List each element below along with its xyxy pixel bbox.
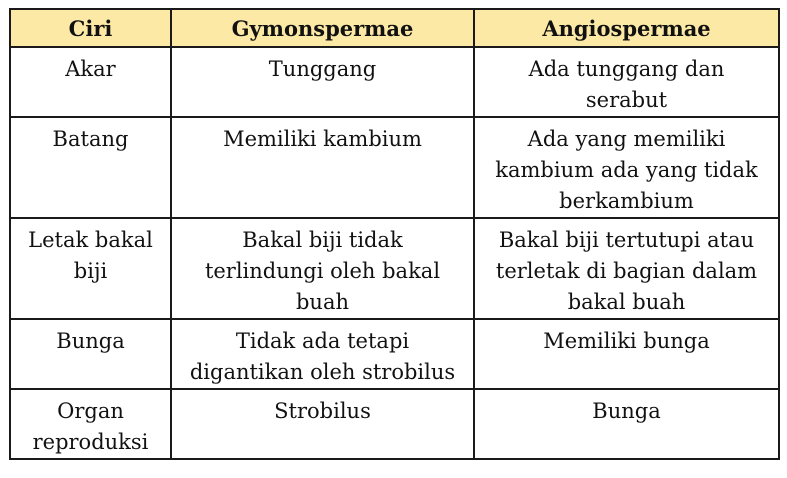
header-ciri: Ciri	[10, 9, 171, 47]
cell-text: Memiliki bunga	[543, 329, 710, 353]
table-row	[10, 319, 779, 389]
cell-text: Ada yang memiliki kambium ada yang tidak berkambium	[495, 127, 758, 213]
table-row	[10, 117, 779, 218]
cell-ciri	[10, 47, 171, 117]
cell-ciri	[10, 117, 171, 218]
cell-text: Bunga	[56, 329, 125, 353]
cell-gymnospermae	[171, 218, 474, 319]
cell-text: Bunga	[592, 399, 661, 423]
cell-angiospermae	[474, 117, 779, 218]
header-gymnospermae: Gymonspermae	[171, 9, 474, 47]
cell-gymnospermae	[171, 319, 474, 389]
cell-text: Tidak ada tetapi digantikan oleh strobilus	[189, 329, 456, 384]
cell-text: Organ reproduksi	[32, 399, 149, 454]
table-header	[10, 9, 779, 47]
cell-text: Ada tunggang dan serabut	[528, 57, 725, 112]
cell-ciri	[10, 319, 171, 389]
table-row	[10, 218, 779, 319]
comparison-table	[9, 8, 780, 460]
cell-text: Tunggang	[268, 57, 377, 81]
cell-angiospermae	[474, 47, 779, 117]
cell-text: Bakal biji tidak terlindungi oleh bakal buah	[204, 228, 441, 314]
cell-ciri	[10, 389, 171, 459]
table-body	[10, 47, 779, 459]
table-row	[10, 389, 779, 459]
cell-text: Memiliki kambium	[223, 127, 422, 151]
cell-gymnospermae	[171, 117, 474, 218]
cell-text: Bakal biji tertutupi atau terletak di bagian dalam bakal buah	[495, 228, 758, 314]
cell-text: Strobilus	[274, 399, 371, 423]
cell-angiospermae	[474, 319, 779, 389]
header-angiospermae: Angiospermae	[474, 9, 779, 47]
cell-gymnospermae	[171, 389, 474, 459]
header-row	[10, 9, 779, 47]
cell-ciri	[10, 218, 171, 319]
cell-angiospermae	[474, 218, 779, 319]
cell-text: Letak bakal biji	[28, 228, 153, 283]
cell-gymnospermae	[171, 47, 474, 117]
cell-text: Akar	[65, 57, 116, 81]
table-row	[10, 47, 779, 117]
cell-angiospermae	[474, 389, 779, 459]
cell-text: Batang	[52, 127, 129, 151]
